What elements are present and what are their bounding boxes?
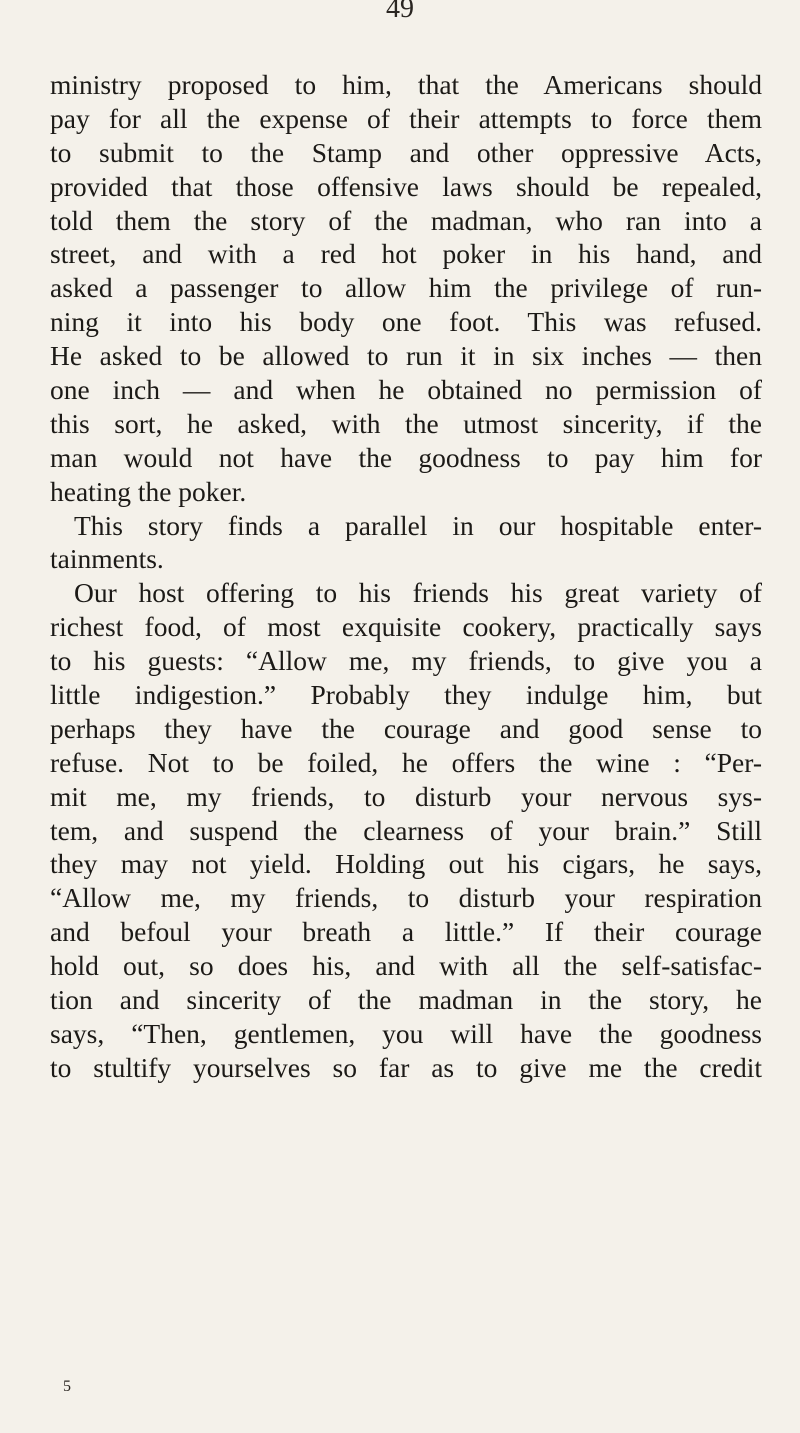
- text-line: mit me, my friends, to disturb your nervous sys-: [50, 780, 762, 812]
- text-line: asked a passenger to allow him the privilege of run-: [50, 272, 762, 304]
- text-line: ministry proposed to him, that the Americans should: [50, 69, 762, 100]
- text-line: hold out, so does his, and with all the self-satisfac-: [50, 950, 762, 982]
- text-line: little indigestion.” Probably they indulge him, but: [50, 679, 762, 711]
- text-line: they may not yield. Holding out his cigars, he says,: [50, 848, 762, 880]
- text-line: tion and sincerity of the madman in the story, he: [50, 984, 762, 1016]
- page-number: 49: [386, 0, 414, 24]
- body-text: [50, 68, 762, 1085]
- text-line: perhaps they have the courage and good sense to: [50, 712, 762, 744]
- text-line: and befoul your breath a little.” If their courage: [50, 916, 762, 948]
- text-line: pay for all the expense of their attempts to force them: [50, 102, 762, 134]
- text-line: tainments.: [50, 543, 164, 575]
- text-line: He asked to be allowed to run it in six inches — then: [50, 340, 762, 372]
- text-line: one inch — and when he obtained no permission of: [50, 374, 762, 406]
- text-line: to stultify yourselves so far as to give me the credit: [50, 1051, 762, 1083]
- text-line: Our host offering to his friends his great variety of: [74, 577, 762, 609]
- text-line: richest food, of most exquisite cookery, practically says: [50, 611, 762, 643]
- text-line: “Allow me, my friends, to disturb your respiration: [50, 882, 762, 914]
- text-line: This story finds a parallel in our hospitable enter-: [74, 509, 762, 541]
- text-line: told them the story of the madman, who ran into a: [50, 204, 762, 236]
- text-line: heating the poker.: [50, 475, 247, 507]
- text-line: to submit to the Stamp and other oppressive Acts,: [50, 136, 762, 168]
- text-line: street, and with a red hot poker in his hand, and: [50, 238, 762, 270]
- text-line: tem, and suspend the clearness of your brain.” Still: [50, 814, 762, 846]
- text-line: man would not have the goodness to pay him for: [50, 441, 762, 473]
- text-line: says, “Then, gentlemen, you will have the goodness: [50, 1017, 762, 1049]
- text-line: provided that those offensive laws should be repealed,: [50, 170, 762, 202]
- text-line: refuse. Not to be foiled, he offers the wine : “Per-: [50, 746, 762, 778]
- text-line: this sort, he asked, with the utmost sincerity, if the: [50, 407, 762, 439]
- text-line: to his guests: “Allow me, my friends, to give you a: [50, 645, 762, 677]
- signature-mark: 5: [63, 1378, 71, 1395]
- text-line: ning it into his body one foot. This was refused.: [50, 306, 762, 338]
